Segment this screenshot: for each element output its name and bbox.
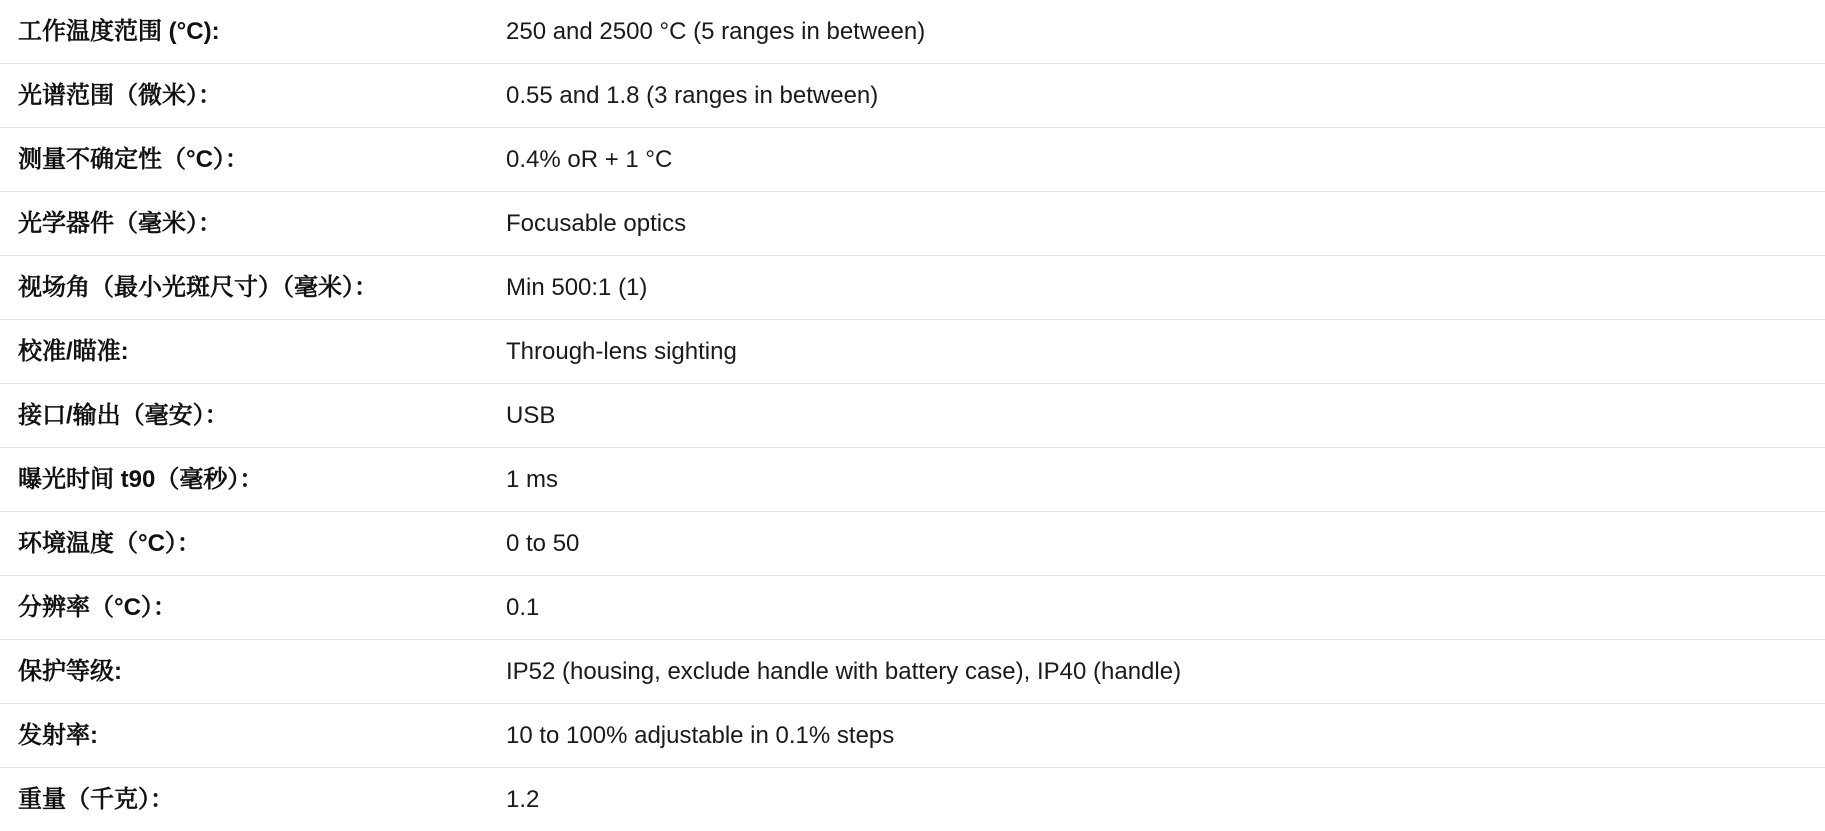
table-row (0, 128, 1825, 192)
table-row (0, 384, 1825, 448)
spec-label: 校准/瞄准: (0, 320, 506, 384)
table-row (0, 256, 1825, 320)
spec-value: 10 to 100% adjustable in 0.1% steps (506, 704, 1825, 768)
spec-value: USB (506, 384, 1825, 448)
spec-label: 保护等级: (0, 640, 506, 704)
spec-label: 发射率: (0, 704, 506, 768)
table-row (0, 768, 1825, 831)
spec-value: 1 ms (506, 448, 1825, 512)
table-row (0, 512, 1825, 576)
spec-value: 0 to 50 (506, 512, 1825, 576)
spec-label: 曝光时间 t90（毫秒）： (0, 448, 506, 512)
spec-label: 光学器件（毫米）： (0, 192, 506, 256)
spec-label: 环境温度（°C）： (0, 512, 506, 576)
spec-value: 0.55 and 1.8 (3 ranges in between) (506, 64, 1825, 128)
spec-value: 0.4% oR + 1 °C (506, 128, 1825, 192)
table-row (0, 320, 1825, 384)
table-row (0, 448, 1825, 512)
spec-label: 视场角（最小光斑尺寸）（毫米）： (0, 256, 506, 320)
spec-label: 光谱范围（微米）： (0, 64, 506, 128)
spec-label: 重量（千克）： (0, 768, 506, 831)
table-row (0, 192, 1825, 256)
spec-value: IP52 (housing, exclude handle with battery case), IP40 (handle) (506, 640, 1825, 704)
spec-label: 分辨率（°C）： (0, 576, 506, 640)
spec-label: 接口/输出（毫安）： (0, 384, 506, 448)
table-row (0, 640, 1825, 704)
spec-value: 250 and 2500 °C (5 ranges in between) (506, 0, 1825, 64)
spec-value: Focusable optics (506, 192, 1825, 256)
table-row (0, 0, 1825, 64)
spec-label: 工作温度范围 (°C): (0, 0, 506, 64)
table-row (0, 576, 1825, 640)
spec-value: Through-lens sighting (506, 320, 1825, 384)
spec-value: 1.2 (506, 768, 1825, 831)
table-row (0, 704, 1825, 768)
table-row (0, 64, 1825, 128)
spec-value: Min 500:1 (1) (506, 256, 1825, 320)
spec-label: 测量不确定性（°C）： (0, 128, 506, 192)
spec-value: 0.1 (506, 576, 1825, 640)
